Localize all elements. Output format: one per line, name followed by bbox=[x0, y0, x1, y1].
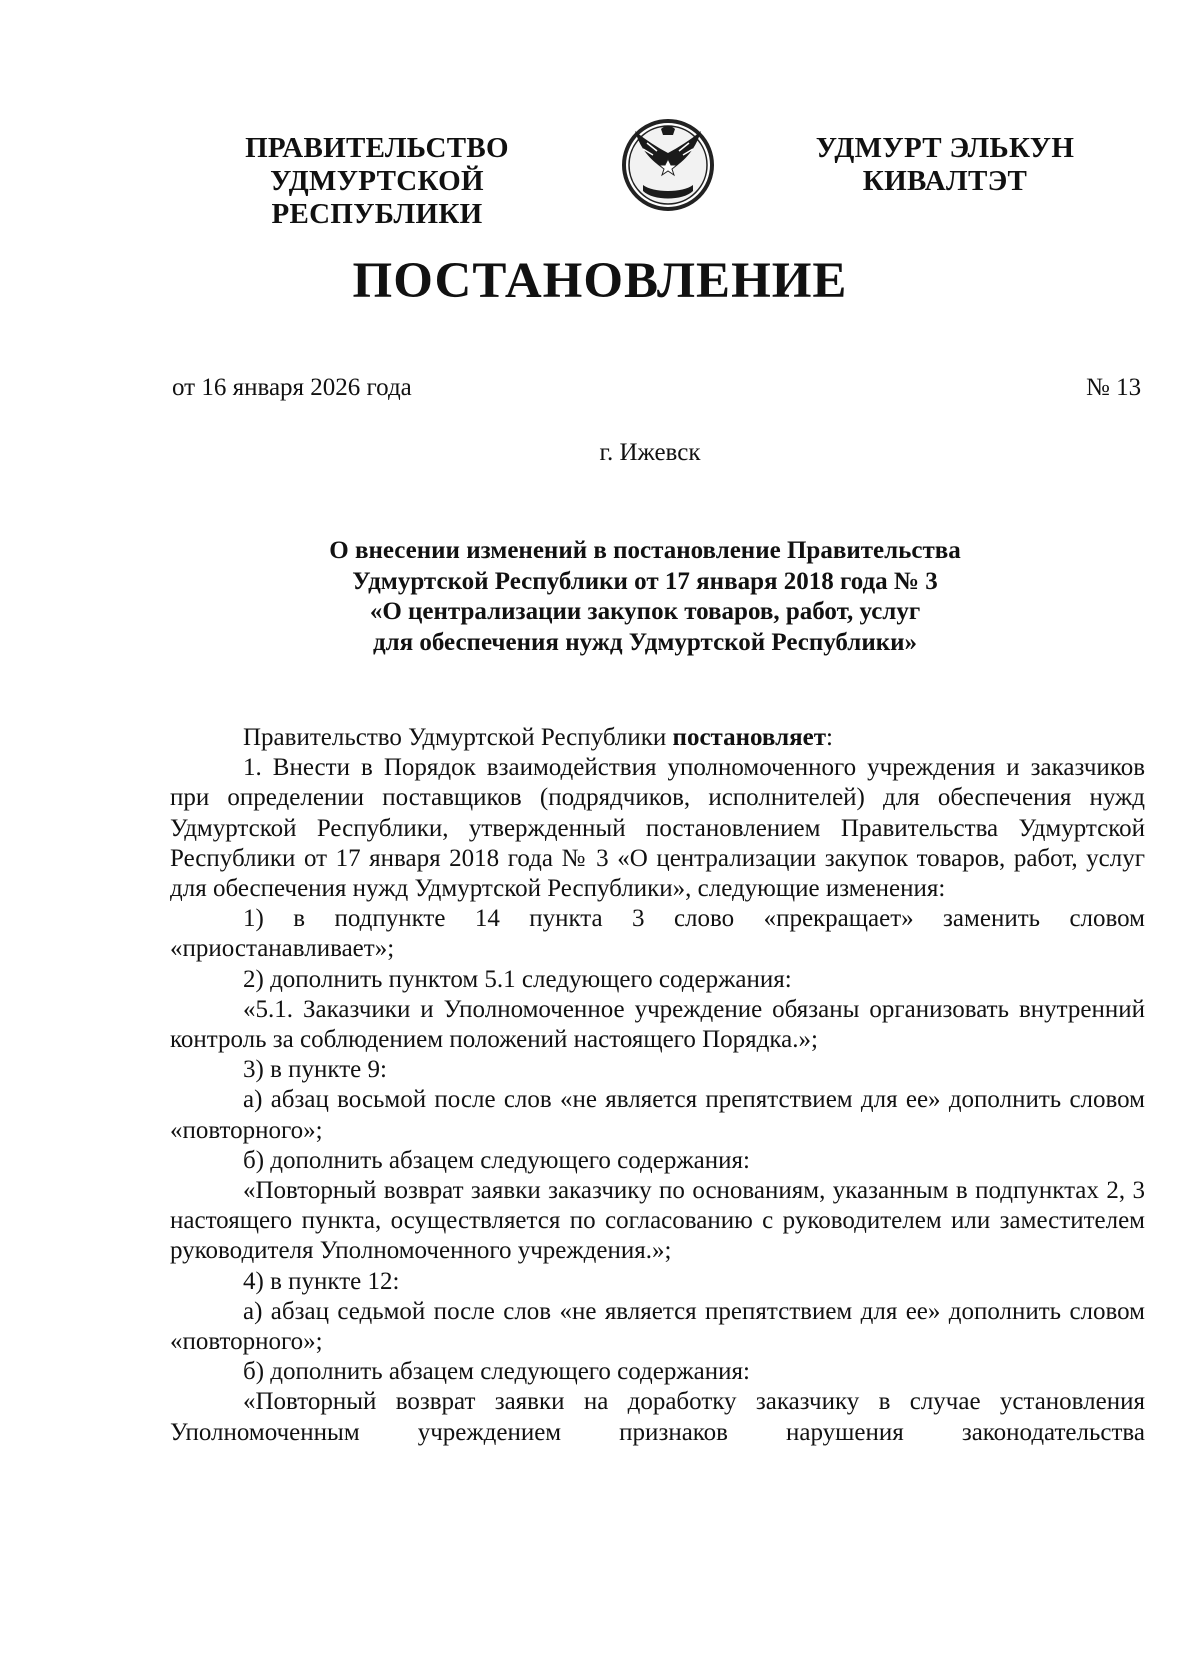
udmurt-coat-of-arms-icon bbox=[613, 113, 723, 213]
paragraph-12: «Повторный возврат заявки на доработку заказчику в случае установления Уполномоченным учреждением признаков нарушения законодательства bbox=[170, 1388, 1145, 1446]
preamble-text: Правительство Удмуртской Республики bbox=[243, 724, 673, 751]
title-line1: О внесении изменений в постановление Правительства bbox=[329, 537, 961, 564]
government-name-udmurt-line1: УДМУРТ ЭЛЬКУН bbox=[815, 132, 1075, 164]
paragraph-3: 2) дополнить пунктом 5.1 следующего содержания: bbox=[243, 965, 792, 993]
preamble-colon: : bbox=[826, 724, 833, 751]
title-line3: «О централизации закупок товаров, работ, услуг bbox=[369, 598, 921, 625]
paragraph-8: «Повторный возврат заявки заказчику по основаниям, указанным в подпунктах 2, 3 настоящего пункта, осуществляется по согласованию с руководителем или заместителем руководителя Уполномоченного учреждения.»; bbox=[170, 1177, 1145, 1265]
paragraph-1: 1. Внести в Порядок взаимодействия уполномоченного учреждения и заказчиков при определении поставщиков (подрядчиков, исполнителей) для обеспечения нужд Удмуртской Республики, утвержденный постановлением Правительства Удмуртской Республики от 17 января 2018 года № 3 «О централизации закупок товаров, работ, услуг для обеспечения нужд Удмуртской Республики», следующие изменения: bbox=[170, 754, 1145, 903]
document-body bbox=[170, 723, 1145, 1448]
paragraph-5: 3) в пункте 9: bbox=[243, 1056, 387, 1084]
paragraph-9: 4) в пункте 12: bbox=[243, 1267, 400, 1295]
document-number: № 13 bbox=[1086, 374, 1142, 401]
preamble bbox=[170, 723, 1145, 753]
document-title bbox=[230, 536, 1060, 658]
title-line2: Удмуртской Республики от 17 января 2018 года № 3 bbox=[352, 567, 938, 595]
government-name-udmurt bbox=[805, 132, 1085, 198]
government-name-line2: УДМУРТСКОЙ РЕСПУБЛИКИ bbox=[270, 165, 484, 230]
document-type-heading: ПОСТАНОВЛЕНИЕ bbox=[352, 253, 848, 309]
document-date: от 16 января 2026 года bbox=[172, 374, 412, 401]
paragraph-4: «5.1. Заказчики и Уполномоченное учреждение обязаны организовать внутренний контроль за соблюдением положений настоящего Порядка.»; bbox=[170, 995, 1145, 1054]
paragraph-7: б) дополнить абзацем следующего содержания: bbox=[243, 1146, 750, 1174]
title-line4: для обеспечения нужд Удмуртской Республики» bbox=[372, 628, 918, 656]
paragraph-6: а) абзац восьмой после слов «не является препятствием для ее» дополнить словом «повторного»; bbox=[170, 1086, 1145, 1144]
government-name-line1: ПРАВИТЕЛЬСТВО bbox=[245, 132, 509, 164]
document-city: г. Ижевск bbox=[599, 439, 701, 466]
paragraph-10: а) абзац седьмой после слов «не является препятствием для ее» дополнить словом «повторного»; bbox=[170, 1297, 1145, 1356]
paragraph-2: 1) в подпункте 14 пункта 3 слово «прекращает» заменить словом «приостанавливает»; bbox=[170, 905, 1145, 963]
paragraph-11: б) дополнить абзацем следующего содержания: bbox=[243, 1358, 750, 1386]
government-name-russian bbox=[162, 132, 592, 231]
government-name-udmurt-line2: КИВАЛТЭТ bbox=[862, 165, 1028, 197]
preamble-keyword: постановляет bbox=[672, 724, 827, 751]
